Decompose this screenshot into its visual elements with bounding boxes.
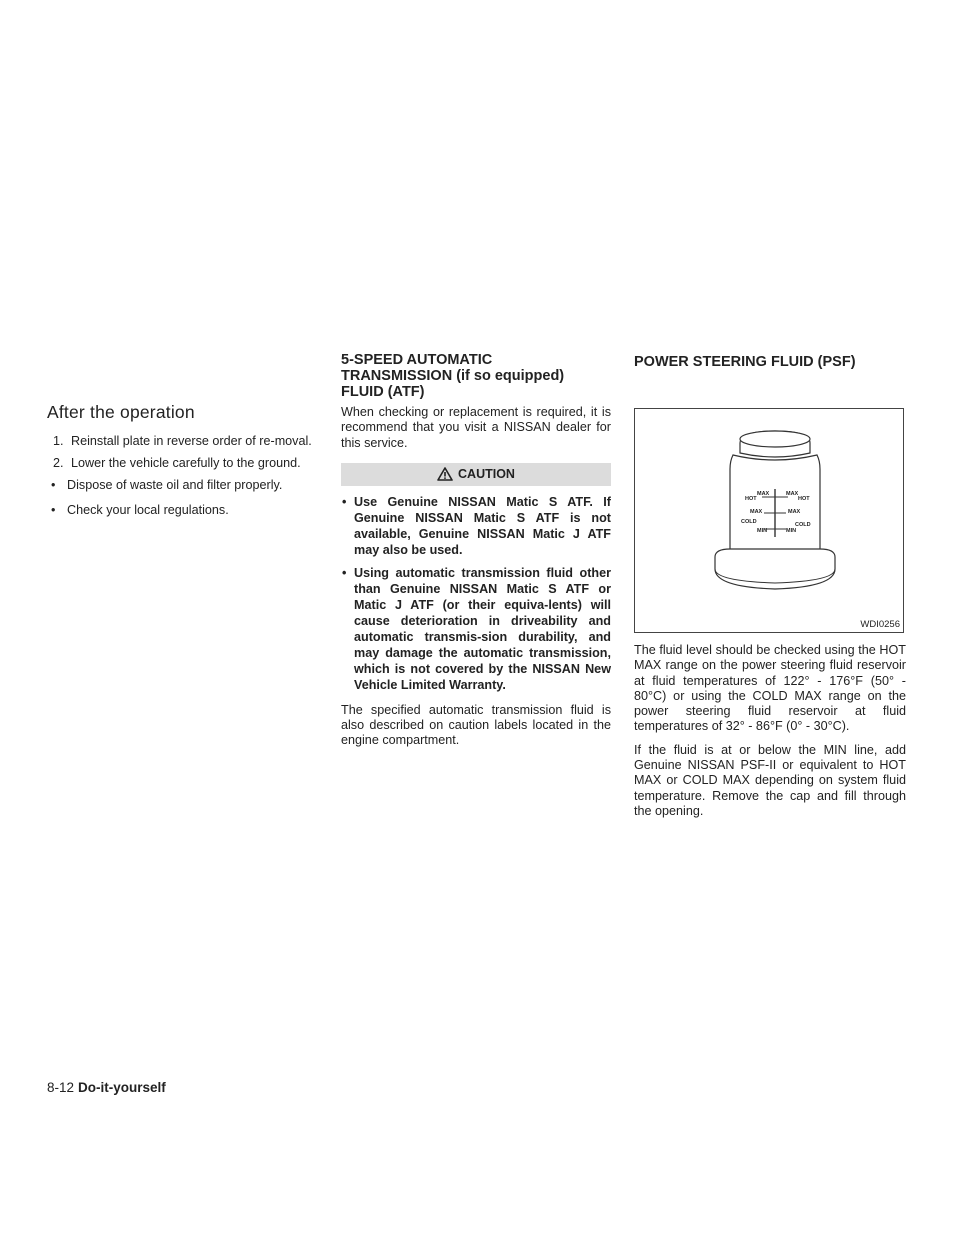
label-cold-left: COLD [741, 519, 757, 525]
psf-paragraph-1: The fluid level should be checked using the HOT MAX range on the power steering fluid reservoir at fluid temperatures of 122° - 176°F (50° - 80°C) or using the COLD MAX range on the power steering fluid reservoir at fluid temperatures of 32° - 86°F (0° - 30°C). [634, 643, 906, 734]
label-hot-right: HOT [798, 496, 810, 502]
psf-paragraph-2: If the fluid is at or below the MIN line, add Genuine NISSAN PSF-II or equivalent to HOT MAX or COLD MAX depending on system fluid temperature. Remove the cap and fill through the opening. [634, 742, 906, 818]
page-number: 8-12 [47, 1080, 75, 1095]
label-max-right-top: MAX [786, 491, 799, 497]
atf-heading: 5-SPEED AUTOMATIC TRANSMISSION (if so equipped) FLUID (ATF) [341, 352, 565, 400]
caution-label: CAUTION [458, 467, 515, 482]
after-operation-section [47, 402, 322, 527]
after-operation-heading: After the operation [47, 402, 195, 422]
atf-intro: When checking or replacement is required, it is recommend that you visit a NISSAN dealer for this service. [341, 405, 611, 450]
label-max-left-top: MAX [757, 491, 770, 497]
caution-box [341, 463, 611, 693]
list-item: 2. Lower the vehicle carefully to the ground. [53, 456, 301, 470]
label-max-right: MAX [788, 509, 801, 515]
list-item: • Using automatic transmission fluid other than Genuine NISSAN Matic S ATF or Matic J ATF (or their equiva-lents) will cause deterioration in driveability and automatic transmis-sion durability, and may damage the automatic transmission, which is not covered by the NISSAN New Vehicle Limited Warranty. [341, 565, 611, 693]
list-item: • Use Genuine NISSAN Matic S ATF. If Genuine NISSAN Matic S ATF is not available, Genuine NISSAN Matic J ATF may also be used. [341, 494, 611, 558]
warning-icon [437, 467, 453, 481]
reservoir-illustration [635, 409, 903, 632]
section-name: Do-it-yourself [78, 1080, 166, 1095]
list-item: • Dispose of waste oil and filter properly. [47, 477, 322, 493]
label-hot-left: HOT [745, 496, 757, 502]
list-item: • Check your local regulations. [47, 502, 322, 518]
label-min-right: MIN [786, 528, 797, 534]
figure-id: WDI0256 [860, 619, 900, 630]
caution-header [341, 463, 611, 486]
page-footer [47, 1080, 166, 1095]
list-item: 1. Reinstall plate in reverse order of re-moval. [53, 434, 312, 448]
psf-heading: POWER STEERING FLUID (PSF) [634, 354, 856, 370]
label-min-left: MIN [757, 528, 768, 534]
atf-section [341, 352, 611, 757]
atf-outro: The specified automatic transmission fluid is also described on caution labels located in the engine compartment. [341, 702, 611, 748]
reservoir-figure [634, 408, 904, 633]
label-cold-right: COLD [795, 522, 811, 528]
steps-list [47, 433, 322, 471]
caution-list [341, 494, 611, 693]
psf-section [634, 352, 906, 827]
bullet-list [47, 477, 322, 518]
label-max-left: MAX [750, 509, 763, 515]
